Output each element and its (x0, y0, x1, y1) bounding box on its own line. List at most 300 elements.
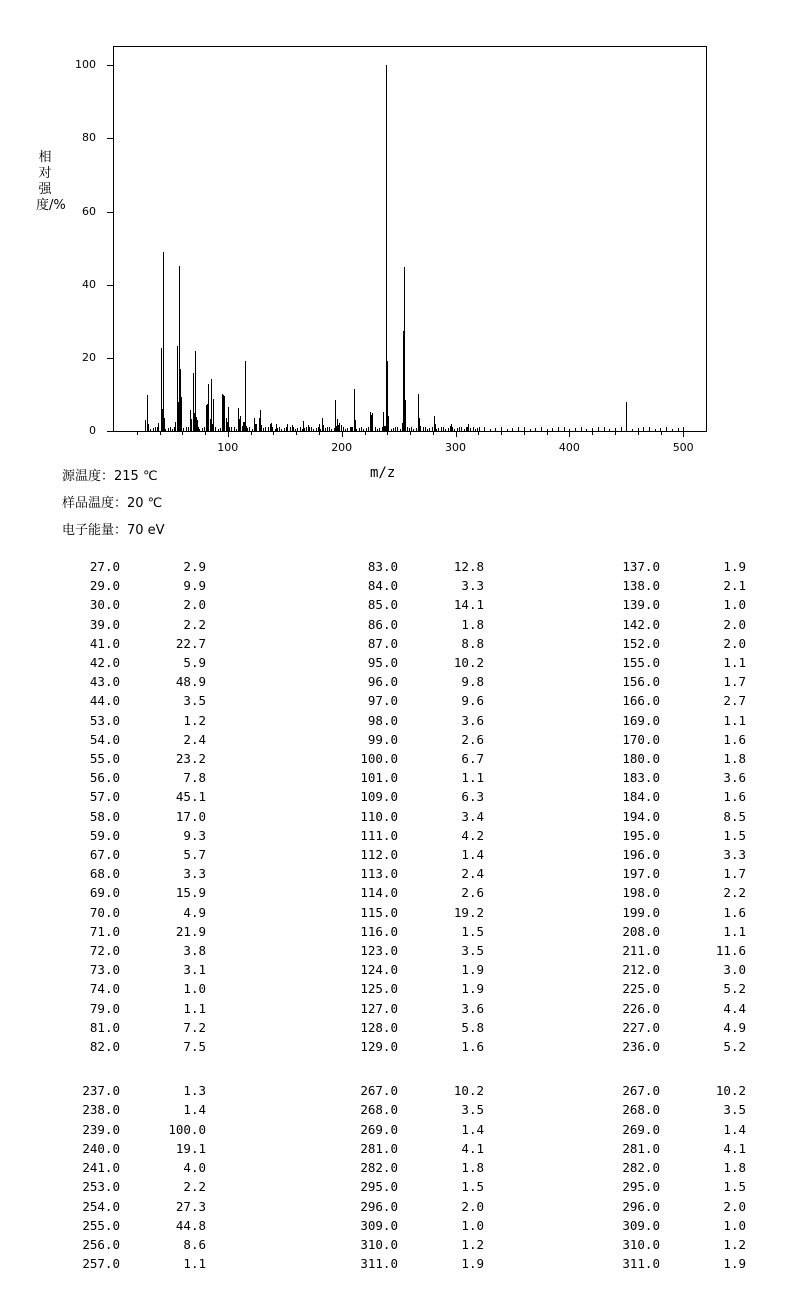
peak-row (34, 634, 250, 653)
peak-table-block-2 (0, 1081, 794, 1273)
y-tick-label: 100 (75, 58, 96, 72)
peak-mz: 267.0 (622, 1083, 660, 1099)
peak-intensity: 100.0 (168, 1121, 206, 1137)
peak-mz: 67.0 (89, 847, 120, 863)
peak-row (34, 1100, 250, 1119)
spectrum-noise-peak (666, 427, 667, 431)
peak-intensity: 1.6 (723, 731, 746, 747)
peak-mz: 195.0 (622, 827, 660, 843)
peak-row (312, 922, 500, 941)
peak-row (34, 557, 250, 576)
spectrum-noise-peak (165, 429, 166, 431)
peak-mz: 169.0 (622, 712, 660, 728)
peak-intensity: 48.9 (175, 674, 206, 690)
peak-mz: 269.0 (622, 1121, 660, 1137)
peak-mz: 41.0 (89, 635, 120, 651)
spectrum-noise-peak (252, 429, 253, 431)
peak-mz: 113.0 (360, 866, 398, 882)
x-minor-tick (365, 432, 366, 435)
condition-sample-temperature: 样品温度：20 ℃ (62, 496, 163, 511)
spectrum-noise-peak (153, 428, 154, 431)
spectrum-noise-peak (524, 427, 525, 431)
peak-mz: 55.0 (89, 751, 120, 767)
spectrum-noise-peak (547, 429, 548, 431)
peak-mz: 309.0 (622, 1217, 660, 1233)
peak-intensity: 2.0 (723, 1198, 746, 1214)
spectrum-noise-peak (279, 427, 280, 431)
peak-row (34, 845, 250, 864)
peak-row (312, 845, 500, 864)
peak-row (312, 1235, 500, 1254)
peak-row (574, 807, 750, 826)
spectrum-noise-peak (655, 429, 656, 431)
peak-mz: 142.0 (622, 616, 660, 632)
peak-row (34, 1120, 250, 1139)
peak-intensity: 5.8 (461, 1019, 484, 1035)
spectrum-noise-peak (297, 428, 298, 431)
spectrum-noise-peak (391, 429, 392, 431)
peak-mz: 129.0 (360, 1039, 398, 1055)
peak-column-1 (0, 557, 250, 1056)
peak-intensity: 1.9 (461, 981, 484, 997)
peak-row (34, 711, 250, 730)
spectrum-peak (158, 423, 159, 431)
peak-intensity: 3.3 (461, 578, 484, 594)
peak-row (574, 864, 750, 883)
spectrum-peak (181, 397, 182, 431)
peak-mz: 42.0 (89, 655, 120, 671)
spectrum-noise-peak (438, 428, 439, 431)
spectrum-noise-peak (609, 429, 610, 431)
peak-mz: 59.0 (89, 827, 120, 843)
peak-mz: 110.0 (360, 808, 398, 824)
peak-intensity: 3.5 (723, 1102, 746, 1118)
peak-intensity: 4.0 (183, 1160, 206, 1176)
spectrum-noise-peak (397, 427, 398, 431)
peak-row (574, 557, 750, 576)
spectrum-noise-peak (393, 428, 394, 431)
peak-row (312, 615, 500, 634)
spectrum-noise-peak (263, 428, 264, 431)
spectrum-noise-peak (311, 427, 312, 431)
x-minor-tick (160, 432, 161, 435)
spectrum-noise-peak (429, 428, 430, 431)
peak-row (34, 922, 250, 941)
peak-intensity: 1.5 (723, 827, 746, 843)
peak-row (312, 1158, 500, 1177)
spectrum-noise-peak (604, 427, 605, 431)
spectrum-noise-peak (411, 427, 412, 431)
y-tick (107, 285, 113, 286)
peak-row (312, 1177, 500, 1196)
peak-mz: 115.0 (360, 904, 398, 920)
spectrum-noise-peak (507, 429, 508, 431)
peak-mz: 196.0 (622, 847, 660, 863)
peak-intensity: 3.4 (461, 808, 484, 824)
x-tick-label: 300 (445, 441, 466, 454)
peak-row (312, 1100, 500, 1119)
spectrum-noise-peak (284, 428, 285, 431)
peak-intensity: 1.0 (183, 981, 206, 997)
peak-intensity: 1.4 (461, 847, 484, 863)
peak-row (312, 576, 500, 595)
spectrum-noise-peak (300, 427, 301, 431)
peak-mz: 139.0 (622, 597, 660, 613)
peak-row (34, 1235, 250, 1254)
peak-mz: 72.0 (89, 943, 120, 959)
peak-mz: 198.0 (622, 885, 660, 901)
peak-row (312, 749, 500, 768)
y-tick (107, 431, 113, 432)
spectrum-noise-peak (409, 428, 410, 431)
peak-mz: 257.0 (82, 1256, 120, 1272)
spectrum-peak (372, 413, 373, 431)
spectrum-noise-peak (461, 427, 462, 431)
peak-mz: 212.0 (622, 962, 660, 978)
peak-table-block-1 (0, 557, 794, 1056)
peak-row (574, 730, 750, 749)
peak-row (34, 691, 250, 710)
peak-intensity: 1.7 (723, 866, 746, 882)
y-tick-label: 20 (82, 350, 96, 364)
peak-intensity: 3.6 (461, 1000, 484, 1016)
peak-mz: 281.0 (360, 1140, 398, 1156)
spectrum-noise-peak (325, 428, 326, 431)
peak-row (34, 1081, 250, 1100)
peak-intensity: 3.1 (183, 962, 206, 978)
y-tick (107, 138, 113, 139)
spectrum-noise-peak (473, 427, 474, 431)
spectrum-peak (148, 424, 149, 431)
peak-intensity: 4.1 (723, 1140, 746, 1156)
peak-intensity: 1.2 (183, 712, 206, 728)
spectrum-noise-peak (320, 429, 321, 431)
spectrum-noise-peak (615, 428, 616, 431)
x-minor-tick (182, 432, 183, 435)
peak-mz: 74.0 (89, 981, 120, 997)
spectrum-lines (114, 47, 706, 431)
peak-mz: 58.0 (89, 808, 120, 824)
peak-mz: 82.0 (89, 1039, 120, 1055)
spectrum-noise-peak (454, 429, 455, 431)
spectrum-noise-peak (334, 428, 335, 431)
peak-mz: 310.0 (622, 1236, 660, 1252)
peak-intensity: 2.6 (461, 885, 484, 901)
peak-mz: 295.0 (622, 1179, 660, 1195)
peak-row (312, 999, 500, 1018)
peak-mz: 256.0 (82, 1236, 120, 1252)
peak-intensity: 1.1 (461, 770, 484, 786)
peak-intensity: 9.8 (461, 674, 484, 690)
spectrum-noise-peak (425, 427, 426, 431)
peak-column-4 (0, 1081, 250, 1273)
peak-intensity: 1.1 (183, 1256, 206, 1272)
spectrum-peak (145, 420, 146, 431)
peak-mz: 282.0 (360, 1160, 398, 1176)
peak-row (312, 1254, 500, 1273)
peak-row (312, 979, 500, 998)
x-minor-tick (615, 432, 616, 435)
spectrum-noise-peak (155, 427, 156, 431)
peak-intensity: 8.6 (183, 1236, 206, 1252)
peak-row (574, 979, 750, 998)
spectrum-noise-peak (490, 429, 491, 431)
peak-row (34, 903, 250, 922)
peak-row (574, 711, 750, 730)
x-tick-label: 200 (331, 441, 353, 454)
spectrum-noise-peak (552, 428, 553, 431)
peak-mz: 84.0 (367, 578, 398, 594)
peak-intensity: 1.8 (723, 751, 746, 767)
peak-intensity: 1.4 (723, 1121, 746, 1137)
spectrum-noise-peak (575, 428, 576, 431)
peak-intensity: 2.2 (723, 885, 746, 901)
x-minor-tick (524, 432, 525, 435)
peak-row (34, 1254, 250, 1273)
peak-row (574, 999, 750, 1018)
spectrum-peak (256, 424, 257, 431)
spectrum-noise-peak (363, 429, 364, 431)
peak-mz: 98.0 (367, 712, 398, 728)
peak-mz: 128.0 (360, 1019, 398, 1035)
peak-intensity: 1.2 (723, 1236, 746, 1252)
peak-row (34, 807, 250, 826)
peak-row (574, 1100, 750, 1119)
peak-row (34, 749, 250, 768)
peak-row (574, 1037, 750, 1056)
table-gap (0, 1056, 794, 1081)
spectrum-noise-peak (512, 428, 513, 431)
peak-mz: 123.0 (360, 943, 398, 959)
peak-row (574, 903, 750, 922)
spectrum-noise-peak (375, 427, 376, 431)
x-tick-label: 100 (217, 441, 239, 454)
peak-row (574, 883, 750, 902)
x-tick-label: 400 (558, 441, 580, 454)
peak-row (312, 691, 500, 710)
peak-row (312, 768, 500, 787)
spectrum-noise-peak (361, 427, 362, 431)
peak-intensity: 5.9 (183, 655, 206, 671)
peak-mz: 281.0 (622, 1140, 660, 1156)
peak-mz: 127.0 (360, 1000, 398, 1016)
spectrum-noise-peak (220, 428, 221, 431)
x-minor-tick (205, 432, 206, 435)
peak-mz: 86.0 (367, 616, 398, 632)
peak-row (574, 941, 750, 960)
peak-mz: 30.0 (89, 597, 120, 613)
peak-row (34, 826, 250, 845)
spectrum-noise-peak (172, 429, 173, 431)
peak-mz: 254.0 (82, 1198, 120, 1214)
spectrum-peak (163, 252, 164, 431)
spectrum-noise-peak (286, 427, 287, 431)
peak-intensity: 10.2 (715, 1083, 746, 1099)
x-minor-tick (296, 432, 297, 435)
peak-row (312, 903, 500, 922)
peak-mz: 97.0 (367, 693, 398, 709)
x-tick-label: 500 (672, 441, 694, 454)
peak-intensity: 11.6 (715, 943, 746, 959)
peak-row (34, 979, 250, 998)
spectrum-noise-peak (477, 428, 478, 431)
spectrum-noise-peak (400, 429, 401, 431)
x-minor-tick (547, 432, 548, 435)
peak-row (312, 672, 500, 691)
spectrum-noise-peak (277, 428, 278, 431)
spectrum-noise-peak (638, 428, 639, 431)
peak-row (312, 1120, 500, 1139)
x-minor-tick (501, 432, 502, 435)
peak-mz: 54.0 (89, 731, 120, 747)
peak-intensity: 2.4 (183, 731, 206, 747)
peak-row (312, 941, 500, 960)
peak-mz: 68.0 (89, 866, 120, 882)
peak-row (34, 941, 250, 960)
peak-row (312, 557, 500, 576)
spectrum-noise-peak (678, 428, 679, 431)
peak-mz: 138.0 (622, 578, 660, 594)
peak-row (34, 672, 250, 691)
spectrum-noise-peak (343, 427, 344, 431)
spectrum-noise-peak (464, 429, 465, 431)
peak-row (34, 864, 250, 883)
spectrum-noise-peak (368, 427, 369, 431)
peak-row (34, 1158, 250, 1177)
spectrum-noise-peak (268, 427, 269, 431)
spectrum-noise-peak (558, 427, 559, 431)
peak-row (34, 576, 250, 595)
peak-intensity: 9.3 (183, 827, 206, 843)
spectrum-noise-peak (359, 428, 360, 431)
y-tick (107, 65, 113, 66)
peak-intensity: 2.6 (461, 731, 484, 747)
spectrum-noise-peak (150, 429, 151, 431)
spectrum-noise-peak (530, 429, 531, 431)
peak-mz: 156.0 (622, 674, 660, 690)
peak-row (312, 1216, 500, 1235)
peak-row (312, 730, 500, 749)
peak-intensity: 44.8 (175, 1217, 206, 1233)
peak-intensity: 1.6 (723, 789, 746, 805)
spectrum-noise-peak (236, 429, 237, 431)
spectrum-noise-peak (632, 429, 633, 431)
spectrum-noise-peak (382, 427, 383, 431)
peak-intensity: 1.8 (723, 1160, 746, 1176)
peak-intensity: 1.5 (723, 1179, 746, 1195)
peak-row (34, 595, 250, 614)
spectrum-noise-peak (436, 429, 437, 431)
peak-mz: 43.0 (89, 674, 120, 690)
x-tick (342, 432, 343, 437)
y-tick-label: 0 (89, 424, 96, 437)
spectrum-noise-peak (379, 428, 380, 431)
peak-column-6 (500, 1081, 750, 1273)
spectrum-noise-peak (356, 429, 357, 431)
peak-mz: 197.0 (622, 866, 660, 882)
peak-row (34, 1177, 250, 1196)
x-minor-tick (661, 432, 662, 435)
y-tick (107, 358, 113, 359)
spectrum-peak (245, 361, 246, 431)
peak-mz: 111.0 (360, 827, 398, 843)
peak-intensity: 1.0 (723, 1217, 746, 1233)
peak-intensity: 10.2 (453, 655, 484, 671)
peak-mz: 114.0 (360, 885, 398, 901)
spectrum-noise-peak (316, 428, 317, 431)
peak-intensity: 1.8 (461, 1160, 484, 1176)
peak-intensity: 1.4 (461, 1121, 484, 1137)
peak-mz: 309.0 (360, 1217, 398, 1233)
peak-mz: 183.0 (622, 770, 660, 786)
y-tick-label: 60 (82, 204, 96, 218)
peak-intensity: 2.0 (461, 1198, 484, 1214)
spectrum-noise-peak (377, 429, 378, 431)
spectrum-noise-peak (329, 427, 330, 431)
x-minor-tick (592, 432, 593, 435)
peak-intensity: 1.6 (461, 1039, 484, 1055)
peak-intensity: 10.2 (453, 1083, 484, 1099)
spectrum-noise-peak (231, 427, 232, 431)
peak-mz: 29.0 (89, 578, 120, 594)
peak-intensity: 2.7 (723, 693, 746, 709)
peak-intensity: 1.6 (723, 904, 746, 920)
spectrum-noise-peak (215, 427, 216, 431)
peak-mz: 225.0 (622, 981, 660, 997)
y-tick (107, 212, 113, 213)
peak-intensity: 2.0 (723, 635, 746, 651)
peak-mz: 282.0 (622, 1160, 660, 1176)
x-minor-tick (433, 432, 434, 435)
peak-mz: 227.0 (622, 1019, 660, 1035)
peak-mz: 237.0 (82, 1083, 120, 1099)
spectrum-noise-peak (183, 428, 184, 431)
peak-row (574, 1139, 750, 1158)
spectrum-noise-peak (592, 428, 593, 431)
spectrum-noise-peak (445, 429, 446, 431)
peak-mz: 295.0 (360, 1179, 398, 1195)
peak-intensity: 3.5 (183, 693, 206, 709)
y-axis-title: 相对强度/% (36, 150, 66, 213)
peak-intensity: 5.2 (723, 1039, 746, 1055)
peak-row (574, 1216, 750, 1235)
spectrum-noise-peak (331, 429, 332, 431)
peak-intensity: 1.1 (723, 923, 746, 939)
peak-intensity: 21.9 (175, 923, 206, 939)
peak-intensity: 2.2 (183, 616, 206, 632)
spectrum-peak (388, 416, 389, 431)
peak-mz: 253.0 (82, 1179, 120, 1195)
spectrum-noise-peak (202, 428, 203, 431)
peak-intensity: 4.4 (723, 1000, 746, 1016)
peak-mz: 236.0 (622, 1039, 660, 1055)
peak-intensity: 19.1 (175, 1140, 206, 1156)
spectrum-noise-peak (598, 427, 599, 431)
peak-mz: 56.0 (89, 770, 120, 786)
peak-row (574, 787, 750, 806)
peak-row (34, 1018, 250, 1037)
peak-mz: 199.0 (622, 904, 660, 920)
peak-row (312, 653, 500, 672)
peak-intensity: 6.7 (461, 751, 484, 767)
peak-intensity: 3.6 (461, 712, 484, 728)
peak-mz: 70.0 (89, 904, 120, 920)
peak-mz: 194.0 (622, 808, 660, 824)
peak-mz: 170.0 (622, 731, 660, 747)
spectrum-noise-peak (475, 429, 476, 431)
peak-intensity: 3.3 (183, 866, 206, 882)
peak-intensity: 22.7 (175, 635, 206, 651)
